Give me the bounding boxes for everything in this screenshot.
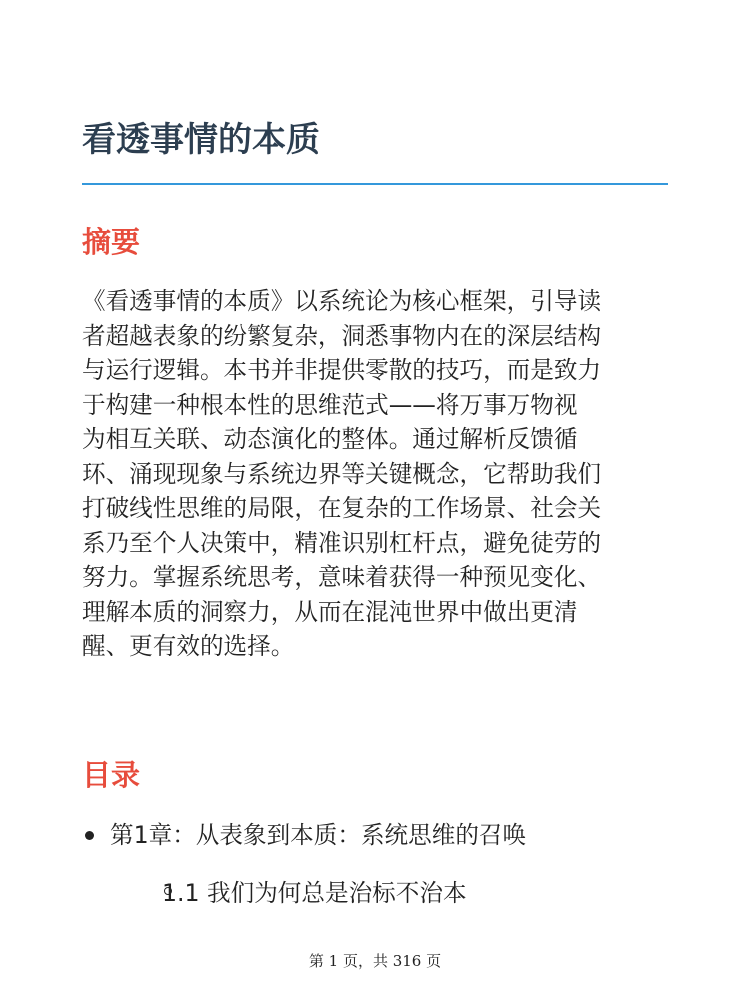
summary-line: 打破线性思维的局限，在复杂的工作场景、社会关 (82, 494, 602, 522)
summary-heading: 摘要 (82, 225, 141, 259)
summary-line: 理解本质的洞察力，从而在混沌世界中做出更清 (82, 597, 578, 626)
summary-paragraph (82, 284, 672, 664)
document-page (82, 0, 668, 1000)
bullet-disc-icon (85, 831, 94, 840)
document-title: 看透事情的本质 (82, 120, 320, 160)
page-number-footer: 第 1 页，共 316 页 (308, 952, 442, 970)
toc-item-chapter-1[interactable]: 第1章：从表象到本质：系统思维的召唤 (110, 821, 527, 849)
summary-line: 于构建一种根本性的思维范式——将万事万物视 (82, 390, 578, 419)
toc-heading: 目录 (82, 758, 141, 792)
summary-line: 者超越表象的纷繁复杂，洞悉事物内在的深层结构 (82, 321, 602, 350)
summary-line: 环、涌现现象与系统边界等关键概念，它帮助我们 (82, 459, 602, 488)
summary-line: 与运行逻辑。本书并非提供零散的技巧，而是致力 (82, 356, 602, 384)
summary-line: 为相互关联、动态演化的整体。通过解析反馈循 (82, 425, 578, 453)
summary-line: 系乃至个人决策中，精准识别杠杆点，避免徒劳的 (82, 528, 602, 557)
summary-line: 《看透事情的本质》以系统论为核心框架，引导读 (82, 287, 602, 315)
toc-item-section-1-1[interactable]: 1.1 我们为何总是治标不治本 (162, 879, 467, 907)
summary-line: 努力。掌握系统思考，意味着获得一种预见变化、 (82, 563, 602, 591)
title-divider (82, 183, 668, 185)
summary-line: 醒、更有效的选择。 (82, 632, 295, 660)
